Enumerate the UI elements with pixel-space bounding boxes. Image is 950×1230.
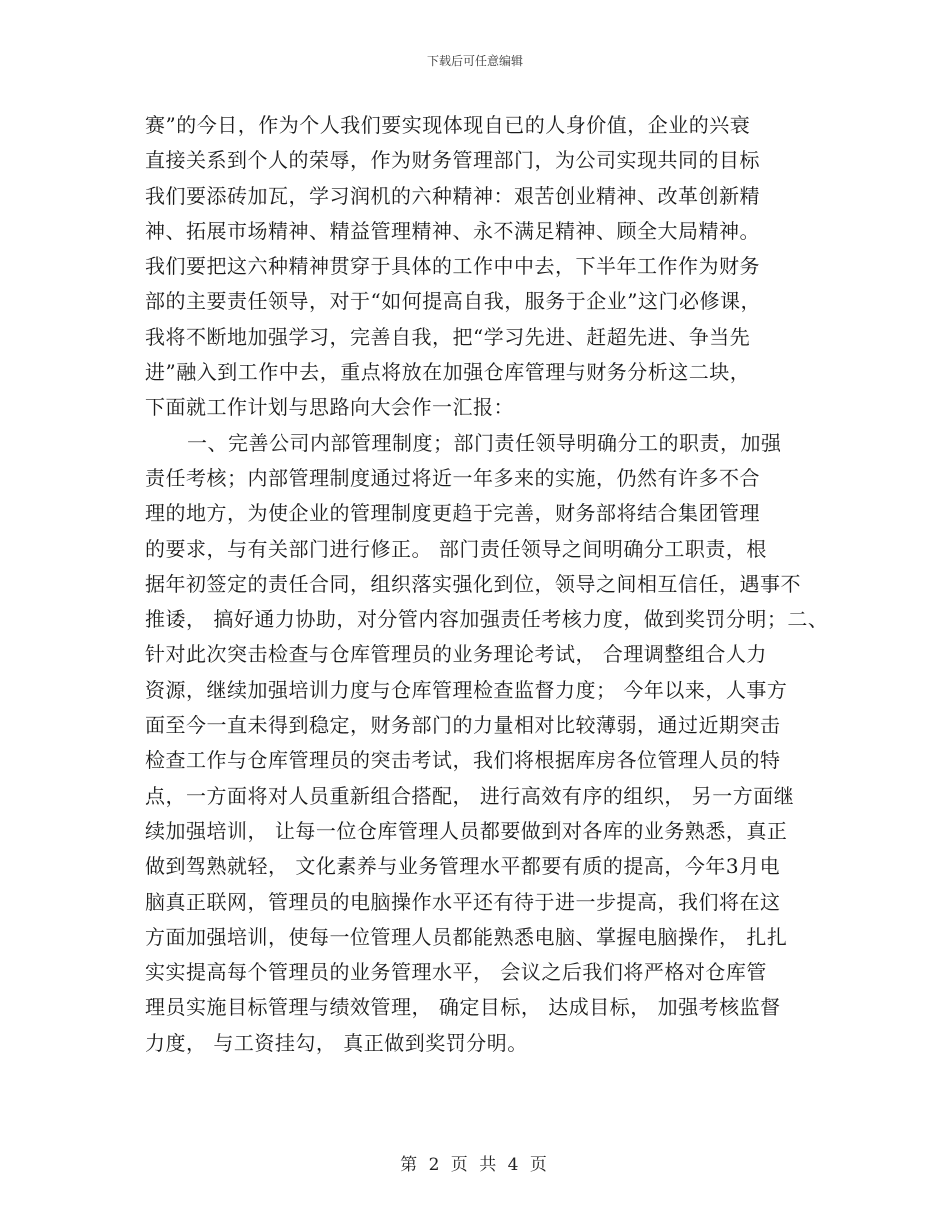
page-header: 下载后可任意编辑: [426, 54, 523, 68]
text-line: 部的主要责任领导，对于“如何提高自我，服务于企业”这门必修课，: [145, 289, 761, 314]
document-body: [145, 108, 829, 1061]
text-line: 续加强培训， 让每一位仓库管理人员都要做到对各库的业务熟悉，真正: [145, 818, 788, 843]
text-line: 进”融入到工作中去，重点将放在加强仓库管理与财务分析这二块，: [145, 360, 751, 385]
text-line: 检查工作与仓库管理员的突击考试，我们将根据库房各位管理人员的特: [145, 748, 781, 773]
paragraph-first-line: 一、完善公司内部管理制度；部门责任领导明确分工的职责，加强: [187, 430, 782, 455]
text-line: 的要求，与有关部门进行修正。 部门责任领导之间明确分工职责，根: [145, 536, 767, 561]
text-line: 脑真正联网，管理员的电脑操作水平还有待于进一步提高，我们将在这: [145, 889, 781, 914]
text-line: 面至今一直未得到稳定，财务部门的力量相对比较薄弱，通过近期突击: [145, 713, 781, 738]
text-line: 理的地方，为使企业的管理制度更趋于完善，财务部将结合集团管理: [145, 501, 760, 526]
text-line: 下面就工作计划与思路向大会作一汇报：: [145, 395, 514, 420]
text-line: 理员实施目标管理与绩效管理， 确定目标， 达成目标， 加强考核监督: [145, 995, 781, 1020]
page-number-footer: 第 2 页 共 4 页: [400, 1155, 550, 1175]
text-line: 赛”的今日，作为个人我们要实现体现自已的人身价值，企业的兴衰: [145, 113, 751, 137]
text-line: 推诿， 搞好通力协助，对分管内容加强责任考核力度，做到奖罚分明；二、: [145, 607, 829, 632]
text-line: 力度， 与工资挂勾， 真正做到奖罚分明。: [145, 1030, 528, 1055]
text-line: 资源，继续加强培训力度与仓库管理检查监督力度； 今年以来，人事方: [145, 677, 788, 702]
text-line: 据年初签定的责任合同，组织落实强化到位，领导之间相互信任，遇事不: [145, 571, 801, 596]
text-line: 直接关系到个人的荣辱，作为财务管理部门，为公司实现共同的目标: [145, 148, 760, 173]
text-line: 我将不断地加强学习，完善自我，把“学习先进、赶超先进、争当先: [145, 324, 751, 349]
text-line: 神、拓展市场精神、精益管理精神、永不满足精神、顾全大局精神。: [145, 218, 760, 243]
text-line: 针对此次突击检查与仓库管理员的业务理论考试， 合理调整组合人力: [145, 642, 767, 667]
text-line: 我们要添砖加瓦，学习润机的六种精神：艰苦创业精神、改革创新精: [145, 183, 760, 208]
text-line: 我们要把这六种精神贯穿于具体的工作中中去，下半年工作作为财务: [145, 254, 760, 279]
text-line: 责任考核；内部管理制度通过将近一年多来的实施，仍然有许多不合: [145, 465, 760, 490]
text-line: 点，一方面将对人员重新组合搭配， 进行高效有序的组织， 另一方面继: [145, 783, 795, 808]
text-line: 方面加强培训，使每一位管理人员都能熟悉电脑、掌握电脑操作， 扎扎: [145, 924, 788, 949]
text-line: 实实提高每个管理员的业务管理水平， 会议之后我们将严格对仓库管: [145, 960, 767, 985]
text-line: 做到驾熟就轻， 文化素养与业务管理水平都要有质的提高，今年3月电: [145, 854, 781, 879]
